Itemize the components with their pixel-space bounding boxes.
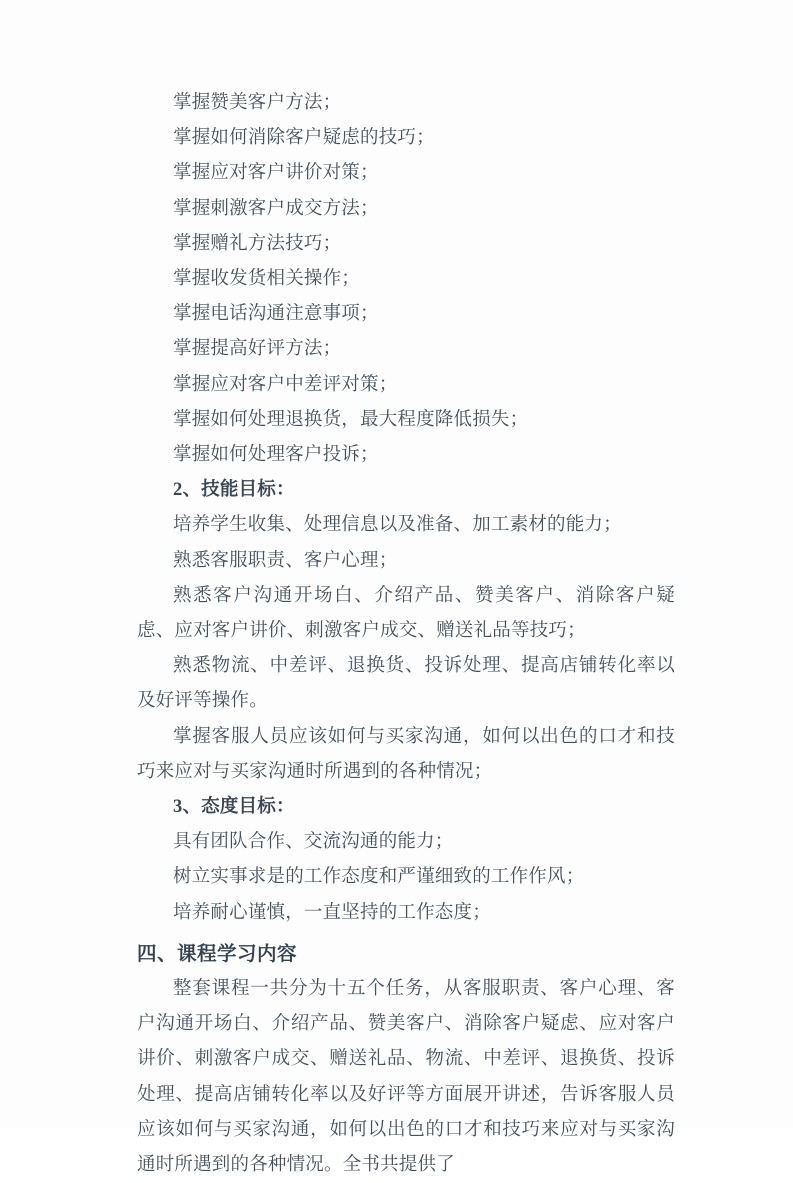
list-item: 掌握提高好评方法；	[173, 339, 342, 360]
paragraph: 熟悉客户沟通开场白、介绍产品、赞美客户、消除客户疑虑、应对客户讲价、刺激客户成交、赠送礼品等技巧；	[137, 585, 675, 642]
list-item: 掌握如何消除客户疑虑的技巧；	[173, 128, 435, 149]
paragraph: 熟悉客服职责、客户心理；	[173, 550, 398, 571]
paragraph: 掌握客服人员应该如何与买家沟通，如何以出色的口才和技巧来应对与买家沟通时所遇到的各种情况；	[137, 726, 675, 782]
list-item: 掌握刺激客户成交方法；	[173, 198, 379, 219]
document-body	[137, 86, 675, 1183]
list-item: 掌握应对客户讲价对策；	[173, 163, 379, 184]
paragraph: 树立实事求是的工作态度和严谨细致的工作作风；	[173, 867, 585, 888]
section-attitude-goals	[137, 790, 675, 931]
paragraph: 整套课程一共分为十五个任务，从客服职责、客户心理、客户沟通开场白、介绍产品、赞美客户、消除客户疑虑、应对客户讲价、刺激客户成交、赠送礼品、物流、中差评、退换货、投诉处理、提高店铺转化率以及好评等方面展开讲述，告诉客服人员应该如何与买家沟通，如何以出色的口才和技巧来应对与买家沟通时所遇到的各种情况。全书共提供了	[137, 979, 675, 1176]
paragraph: 培养学生收集、处理信息以及准备、加工素材的能力；	[173, 515, 622, 536]
paragraph: 熟悉物流、中差评、退换货、投诉处理、提高店铺转化率以及好评等操作。	[137, 656, 675, 712]
list-item: 掌握应对客户中差评对策；	[173, 374, 398, 395]
section-heading-skill: 2、技能目标：	[173, 480, 295, 501]
list-item: 掌握如何处理客户投诉；	[173, 445, 379, 466]
skill-list-intro	[137, 86, 675, 473]
list-item: 掌握赠礼方法技巧；	[173, 233, 342, 254]
list-item: 掌握电话沟通注意事项；	[173, 304, 379, 325]
paragraph: 培养耐心谨慎，一直坚持的工作态度；	[173, 902, 491, 923]
section-heading-course-content: 四、课程学习内容	[137, 943, 298, 965]
list-item: 掌握赞美客户方法；	[173, 93, 342, 113]
paragraph: 具有团队合作、交流沟通的能力；	[173, 832, 454, 853]
section-course-content	[137, 937, 675, 1183]
section-heading-attitude: 3、态度目标：	[173, 797, 295, 818]
list-item: 掌握收发货相关操作；	[173, 269, 361, 290]
list-item: 掌握如何处理退换货，最大程度降低损失；	[173, 409, 529, 430]
section-skill-goals	[137, 473, 675, 790]
